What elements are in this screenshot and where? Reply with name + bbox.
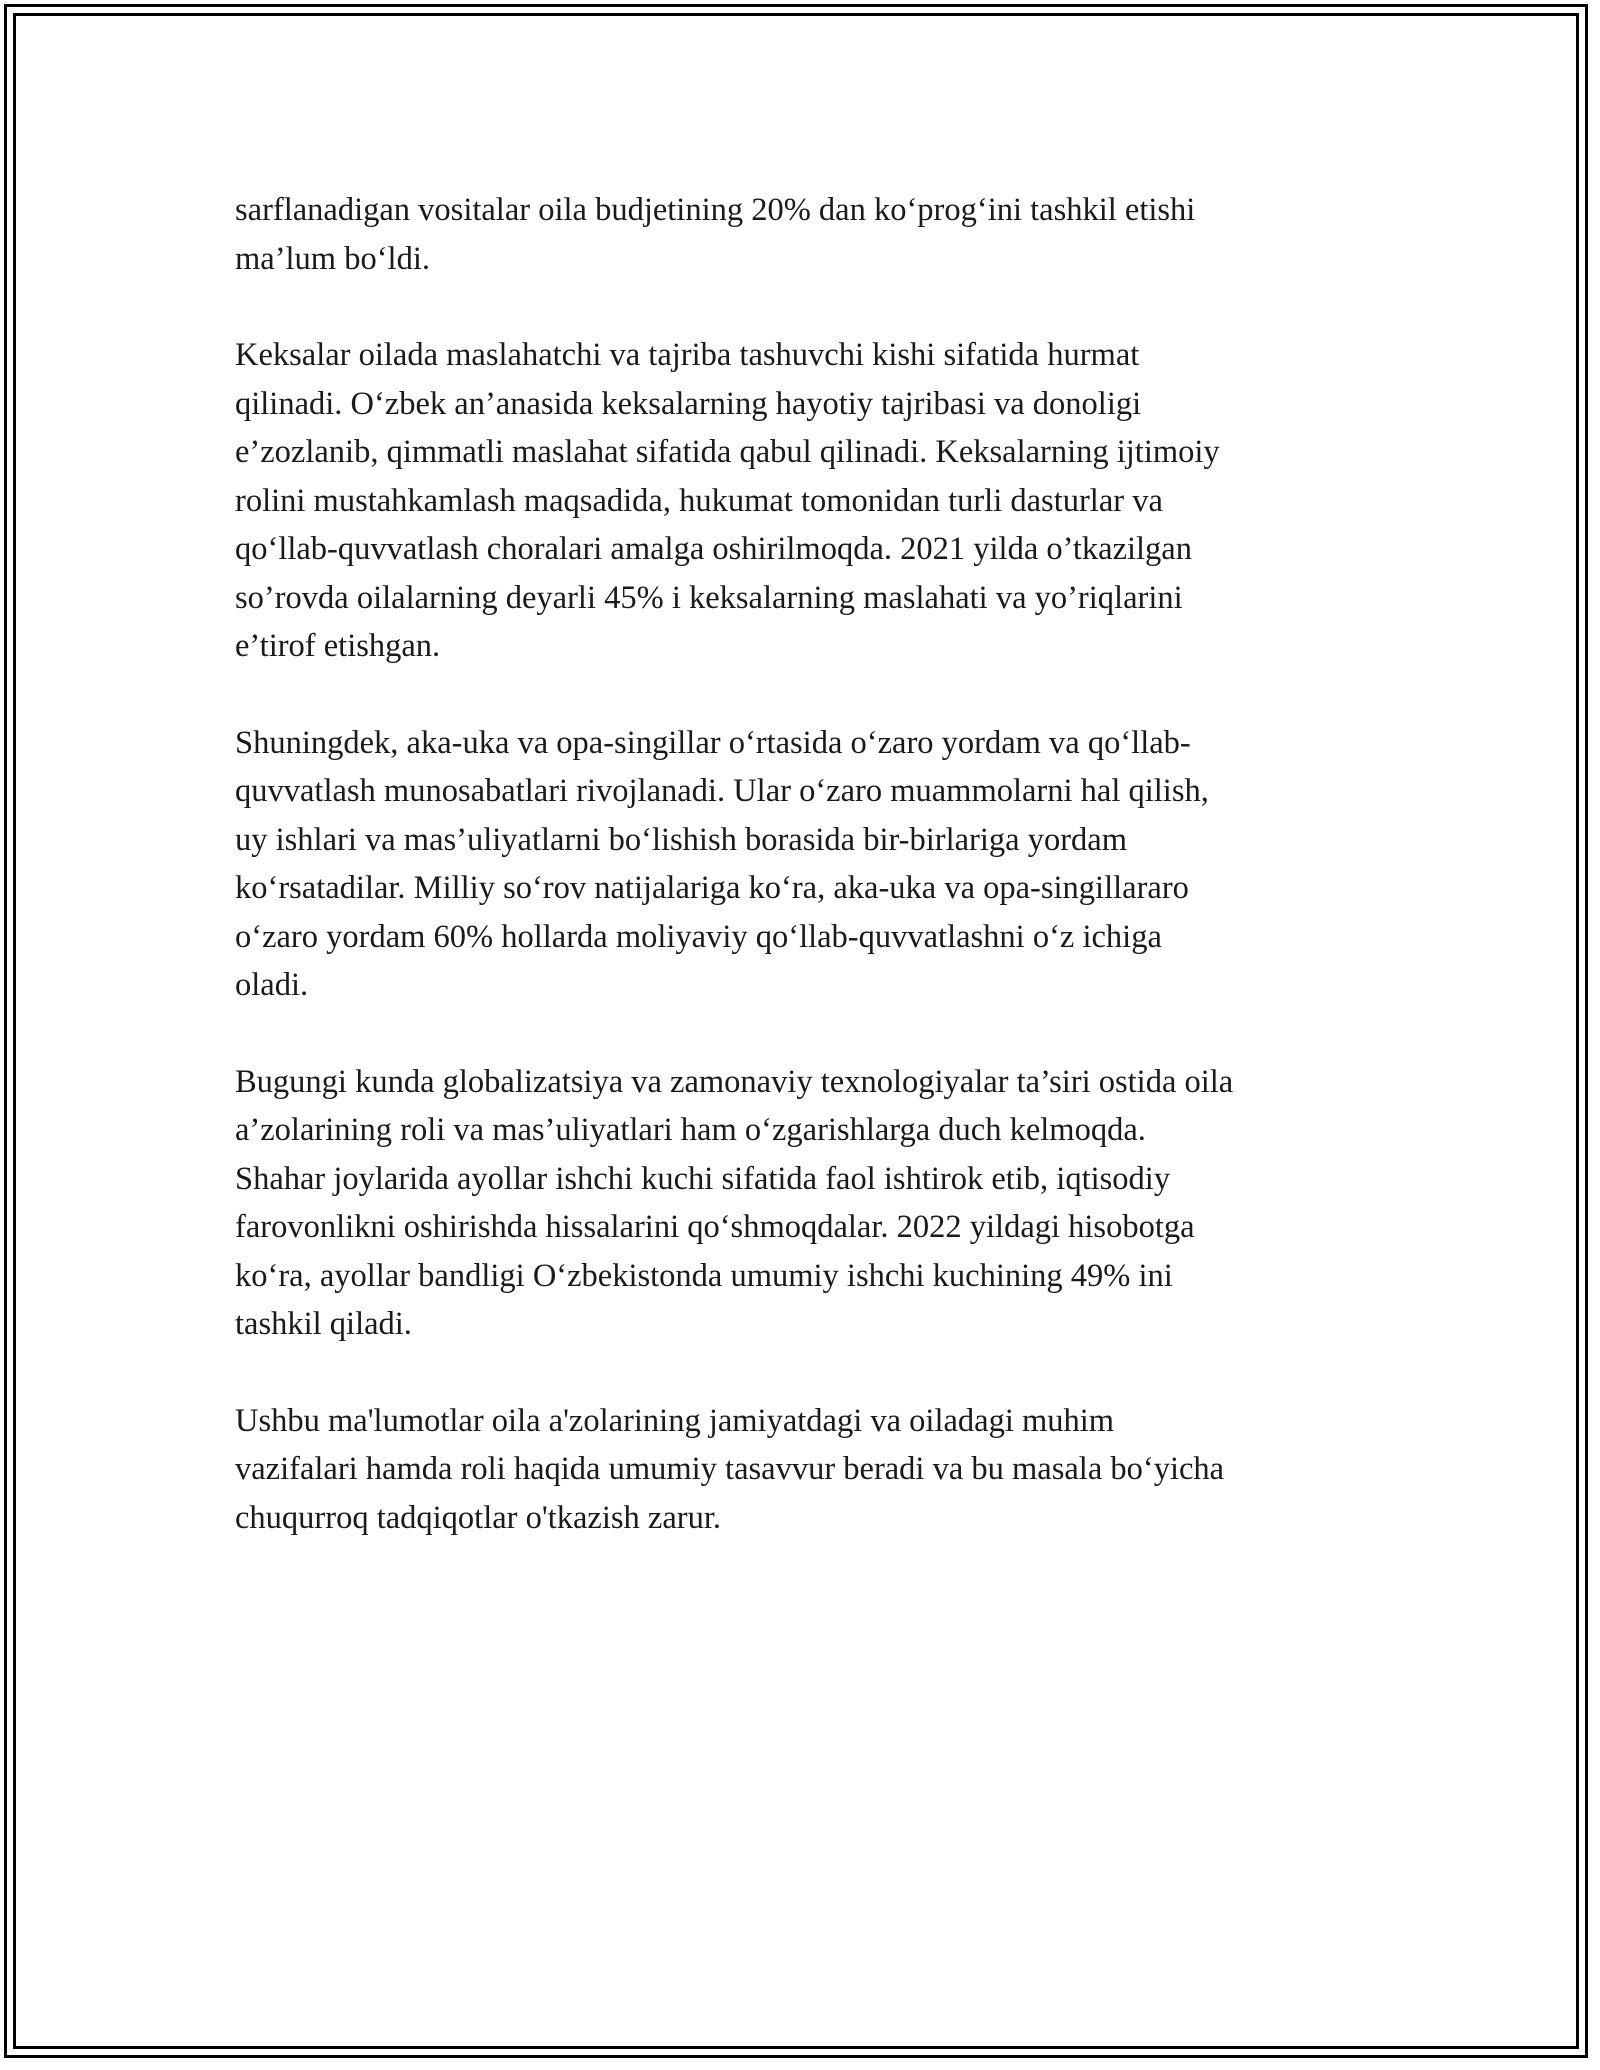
paragraph-globalization: Bugungi kunda globalizatsiya va zamonaviy texnologiyalar ta’siri ostida oila a’zolarining roli va mas’uliyatlari ham o‘zgarishlarga duch kelmoqda. Shahar joylarida ayollar ishchi kuchi sifatida faol ishtirok etib, iqtisodiy farovonlikni oshirishda hissalarini qo‘shmoqdalar. 2022 yildagi hisobotga ko‘ra, ayollar bandligi O‘zbekistonda umumiy ishchi kuchining 49% ini tashkil qiladi. bbox=[235, 1063, 1234, 1342]
document-body bbox=[235, 186, 1375, 1590]
paragraph-elders: Keksalar oilada maslahatchi va tajriba tashuvchi kishi sifatida hurmat qilinadi. O‘zbek an’anasida keksalarning hayotiy tajribasi va donoligi e’zozlanib, qimmatli maslahat sifatida qabul qilinadi. Keksalarning ijtimoiy rolini mustahkamlash maqsadida, hukumat tomonidan turli dasturlar va qo‘llab-quvvatlash choralari amalga oshirilmoqda. 2021 yilda o’tkazilgan so’rovda oilalarning deyarli 45% i keksalarning maslahati va yo’riqlarini e’tirof etishgan. bbox=[235, 337, 1220, 664]
paragraph-conclusion: Ushbu ma'lumotlar oila a'zolarining jamiyatdagi va oiladagi muhim vazifalari hamda roli haqida umumiy tasavvur beradi va bu masala bo‘yicha chuqurroq tadqiqotlar o'tkazish zarur. bbox=[235, 1402, 1225, 1536]
paragraph-siblings: Shuningdek, aka-uka va opa-singillar o‘rtasida o‘zaro yordam va qo‘llab- quvvatlash munosabatlari rivojlanadi. Ular o‘zaro muammolarni hal qilish, uy ishlari va mas’uliyatlarni bo‘lishish borasida bir-birlariga yordam ko‘rsatadilar. Milliy so‘rov natijalariga ko‘ra, aka-uka va opa-singillararo o‘zaro yordam 60% hollarda moliyaviy qo‘llab-quvvatlashni o‘z ichiga oladi. bbox=[235, 724, 1209, 1003]
paragraph-budget: sarflanadigan vositalar oila budjetining 20% dan ko‘prog‘ini tashkil etishi ma’lum bo‘ldi. bbox=[235, 192, 1196, 277]
